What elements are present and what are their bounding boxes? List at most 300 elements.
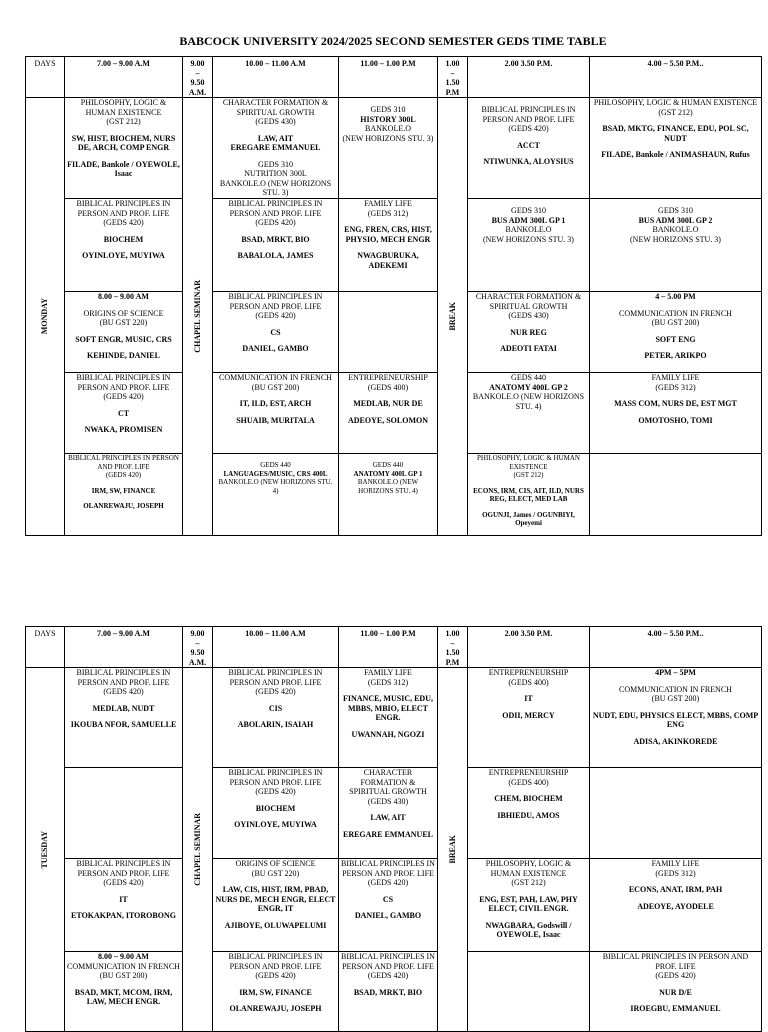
class-cell xyxy=(468,199,590,292)
class-cell xyxy=(590,859,762,952)
cell-text: NUTRITION 300L xyxy=(244,169,307,178)
table-row xyxy=(26,768,762,859)
cell-text: PHILOSOPHY, LOGIC & HUMAN EXISTENCE xyxy=(80,98,167,117)
header-slot-2: 9.00 – 9.50 A.M. xyxy=(183,57,213,98)
cell-text: (GEDS 420) xyxy=(508,124,549,133)
spacer xyxy=(67,981,180,988)
cell-emphasis: CHEM, BIOCHEM xyxy=(494,794,563,803)
cell-text: (GEDS 430) xyxy=(508,311,549,320)
spacer xyxy=(215,337,336,344)
cell-text: (GEDS 312) xyxy=(367,208,409,218)
cell-emphasis: NUR D/E xyxy=(659,987,692,997)
spacer xyxy=(341,823,435,830)
class-cell xyxy=(65,454,183,536)
cell-emphasis: KEHINDE, DANIEL xyxy=(87,351,160,360)
cell-text: (BU GST 200) xyxy=(651,694,700,703)
cell-text: (GEDS 420) xyxy=(255,971,296,980)
spacer xyxy=(67,402,180,409)
spacer xyxy=(67,713,180,720)
class-cell xyxy=(590,373,762,454)
cell-emphasis: BSAD, MKT, MCOM, IRM, LAW, MECH ENGR. xyxy=(74,987,173,1006)
cell-emphasis: ENG, EST, PAH, LAW, PHY ELECT, CIVIL ENGR. xyxy=(479,894,578,913)
spacer xyxy=(341,98,435,105)
spacer xyxy=(470,150,587,157)
cell-text: GEDS 440 xyxy=(260,461,291,469)
table-row xyxy=(26,199,762,292)
break-label: BREAK xyxy=(438,668,468,1032)
spacer xyxy=(592,678,759,685)
header-slot-6: 2.00 3.50 P.M. xyxy=(468,627,590,668)
cell-text: (GEDS 420) xyxy=(103,218,144,227)
spacer xyxy=(215,981,336,988)
spacer xyxy=(215,409,336,416)
cell-emphasis: ANATOMY 400L GP 1 xyxy=(353,469,423,478)
class-cell xyxy=(590,768,762,859)
page-title: BABCOCK UNIVERSITY 2024/2025 SECOND SEMESTER GEDS TIME TABLE xyxy=(179,34,607,48)
cell-text: COMMUNICATION IN FRENCH xyxy=(619,308,732,318)
cell-emphasis: UWANNAH, NGOZI xyxy=(351,729,425,739)
header-slot-5: 1.00 – 1.50 P.M xyxy=(438,627,468,668)
header-days: DAYS xyxy=(26,57,65,98)
cell-emphasis: BSAD, MRKT, BIO xyxy=(353,987,423,997)
class-cell xyxy=(213,859,339,952)
cell-emphasis: BABALOLA, JAMES xyxy=(237,251,314,260)
cell-emphasis: IT, ILD, EST, ARCH xyxy=(239,399,312,408)
spacer xyxy=(67,244,180,251)
spacer xyxy=(67,888,180,895)
header-days: DAYS xyxy=(26,627,65,668)
cell-text: (GST 212) xyxy=(513,471,544,479)
cell-emphasis: LAW, AIT xyxy=(370,813,406,822)
class-cell xyxy=(339,98,438,199)
class-cell xyxy=(213,373,339,454)
table-row xyxy=(26,98,762,199)
spacer xyxy=(215,914,336,921)
cell-emphasis: OYINLOYE, MUYIWA xyxy=(234,820,317,829)
cell-emphasis: FILADE, Bankole / ANIMASHAUN, Rufus xyxy=(601,150,750,159)
cell-emphasis: CIS xyxy=(268,703,283,713)
cell-text: (GEDS 420) xyxy=(103,392,144,401)
cell-emphasis: NUDT, EDU, PHYSICS ELECT, MBBS, COMP ENG xyxy=(592,710,759,729)
cell-emphasis: SHUAIB, MURITALA xyxy=(236,415,315,425)
cell-emphasis: EREGARE EMMANUEL xyxy=(342,829,433,839)
chapel-seminar-label: CHAPEL SEMINAR xyxy=(183,98,213,536)
class-cell xyxy=(65,952,183,1032)
cell-emphasis: HISTORY 300L xyxy=(360,114,416,124)
class-cell xyxy=(65,98,183,199)
cell-text: (BU GST 220) xyxy=(99,318,148,327)
cell-text: GEDS 310 xyxy=(511,206,546,215)
class-cell xyxy=(590,454,762,536)
class-cell xyxy=(213,199,339,292)
cell-emphasis: BSAD, MRKT, BIO xyxy=(241,234,310,244)
cell-text: GEDS 310 xyxy=(370,105,406,114)
cell-emphasis: IRM, SW, FINANCE xyxy=(239,987,312,997)
spacer xyxy=(592,704,759,711)
spacer xyxy=(470,337,587,344)
cell-text: ENTREPRENEURSHIP xyxy=(348,373,428,382)
spacer xyxy=(67,697,180,704)
cell-text: (GEDS 420) xyxy=(255,687,296,696)
cell-text: (BU GST 200) xyxy=(651,318,700,327)
header-slot-3: 10.00 – 11.00 A.M xyxy=(213,627,339,668)
spacer xyxy=(470,134,587,141)
cell-emphasis: IKOUBA NFOR, SAMUELLE xyxy=(70,720,177,729)
class-cell xyxy=(339,292,438,373)
cell-emphasis: LANGUAGES/MUSIC, CRS 400L xyxy=(223,469,328,478)
cell-text: FAMILY LIFE xyxy=(364,199,412,208)
spacer xyxy=(341,723,435,730)
spacer xyxy=(67,904,180,911)
class-cell xyxy=(339,199,438,292)
class-cell xyxy=(339,454,438,536)
cell-emphasis: ETOKAKPAN, ITOROBONG xyxy=(71,911,176,920)
class-cell xyxy=(590,292,762,373)
cell-emphasis: DANIEL, GAMBO xyxy=(354,911,422,920)
cell-text: BIBLICAL PRINCIPLES IN PERSON AND PROF. LIFE xyxy=(481,105,576,124)
spacer xyxy=(67,153,180,160)
cell-emphasis: NUR REG xyxy=(510,327,547,337)
spacer xyxy=(592,302,759,309)
cell-emphasis: 4 – 5.00 PM xyxy=(655,292,696,301)
spacer xyxy=(215,228,336,235)
class-cell xyxy=(590,668,762,768)
cell-text: BIBLICAL PRINCIPLES IN PERSON AND PROF. LIFE xyxy=(76,668,171,687)
cell-text: (GEDS 420) xyxy=(103,878,144,887)
class-cell xyxy=(468,952,590,1032)
cell-emphasis: BSAD, MKTG, FINANCE, EDU, POL SC, NUDT xyxy=(602,124,749,143)
cell-emphasis: NTIWUNKA, ALOYSIUS xyxy=(483,157,574,166)
cell-text: FAMILY LIFE xyxy=(364,668,412,677)
cell-emphasis: SW, HIST, BIOCHEM, NURS DE, ARCH, COMP ENGR xyxy=(71,133,176,152)
cell-emphasis: CS xyxy=(270,327,281,337)
spacer xyxy=(67,495,180,502)
cell-text: BIBLICAL PRINCIPLES IN PERSON AND PROF. LIFE xyxy=(76,859,171,878)
cell-emphasis: OGUNJI, James / OGUNBIYI, Opeyemi xyxy=(482,510,575,527)
cell-emphasis: ENG, FREN, CRS, HIST, PHYSIO, MECH ENGR xyxy=(344,225,432,244)
class-cell xyxy=(213,768,339,859)
class-cell xyxy=(213,98,339,199)
cell-text: ENTREPRENEURSHIP xyxy=(488,668,569,677)
header-slot-7: 4.00 – 5.50 P.M.. xyxy=(590,627,762,668)
spacer xyxy=(470,914,587,921)
table-row xyxy=(26,952,762,1032)
class-cell xyxy=(590,98,762,199)
cell-text: (BU GST 220) xyxy=(251,868,300,878)
chapel-seminar-label: CHAPEL SEMINAR xyxy=(183,668,213,1032)
cell-text: GEDS 440 xyxy=(511,373,546,382)
cell-text: BANKOLE.O (NEW HORIZONS STU. 3) xyxy=(219,178,332,197)
spacer xyxy=(215,244,336,251)
header-slot-7: 4.00 – 5.50 P.M.. xyxy=(590,57,762,98)
spacer xyxy=(341,454,435,461)
cell-emphasis: IT xyxy=(524,694,533,703)
cell-emphasis: EREGARE EMMANUEL xyxy=(230,143,321,152)
cell-text: (GEDS 312) xyxy=(655,382,696,392)
class-cell xyxy=(468,859,590,952)
cell-emphasis: DANIEL, GAMBO xyxy=(242,344,309,353)
spacer xyxy=(215,321,336,328)
cell-emphasis: OLANREWAJU, JOSEPH xyxy=(229,1004,322,1013)
spacer xyxy=(215,797,336,804)
cell-emphasis: MEDLAB, NUR DE xyxy=(353,399,423,408)
cell-emphasis: MEDLAB, NUDT xyxy=(92,703,155,713)
cell-emphasis: CS xyxy=(382,894,394,904)
cell-emphasis: AJIBOYE, OLUWAPELUMI xyxy=(224,920,327,930)
spacer xyxy=(470,480,587,487)
cell-emphasis: FILADE, Bankole / OYEWOLE, Isaac xyxy=(67,159,180,178)
cell-emphasis: ADEOTI FATAI xyxy=(500,344,557,353)
header-slot-4: 11.00 – 1.00 P.M xyxy=(339,57,438,98)
cell-emphasis: ODII, MERCY xyxy=(502,710,555,720)
cell-text: (GEDS 430) xyxy=(367,796,409,806)
header-slot-5: 1.00 – 1.50 P.M xyxy=(438,57,468,98)
cell-emphasis: LAW, AIT xyxy=(257,133,294,143)
cell-text: FAMILY LIFE xyxy=(651,859,700,868)
cell-text: BIBLICAL PRINCIPLES IN PERSON AND PROF. LIFE xyxy=(341,859,435,878)
cell-text: (GEDS 420) xyxy=(655,971,696,980)
cell-emphasis: ABOLARIN, ISAIAH xyxy=(237,720,314,729)
spacer xyxy=(67,302,180,309)
spacer xyxy=(215,127,336,134)
cell-emphasis: NWAGBARA, Godswill / OYEWOLE, Isaac xyxy=(485,920,572,939)
spacer xyxy=(592,997,759,1004)
spacer xyxy=(592,409,759,416)
class-cell xyxy=(339,859,438,952)
cell-text: PHILOSOPHY, LOGIC & HUMAN EXISTENCE xyxy=(477,454,580,471)
spacer xyxy=(341,806,435,813)
cell-emphasis: OMOTOSHO, TOMI xyxy=(638,415,713,425)
cell-text: (BU GST 200) xyxy=(251,382,300,392)
class-cell xyxy=(339,768,438,859)
spacer xyxy=(215,713,336,720)
day-label-monday: MONDAY xyxy=(26,98,65,536)
class-cell xyxy=(65,859,183,952)
spacer xyxy=(341,981,435,988)
class-cell xyxy=(468,768,590,859)
spacer xyxy=(341,904,435,911)
table-row xyxy=(26,292,762,373)
cell-text: (GEDS 420) xyxy=(103,687,144,696)
cell-text: ORIGINS OF SCIENCE xyxy=(83,308,164,318)
spacer xyxy=(470,687,587,694)
class-cell xyxy=(590,952,762,1032)
cell-text: BIBLICAL PRINCIPLES IN PERSON AND PROF. LIFE xyxy=(228,952,323,971)
cell-text: BANKOLE.O (NEW HORIZONS STU. 4) xyxy=(218,478,333,495)
header-slot-4: 11.00 – 1.00 P.M xyxy=(339,627,438,668)
cell-emphasis: ANATOMY 400L GP 2 xyxy=(489,382,568,392)
spacer xyxy=(470,888,587,895)
cell-emphasis: OLANREWAJU, JOSEPH xyxy=(83,502,164,510)
spacer xyxy=(215,697,336,704)
header-slot-3: 10.00 – 11.00 A.M xyxy=(213,57,339,98)
cell-emphasis: ADEOYE, SOLOMON xyxy=(347,415,428,425)
class-cell xyxy=(65,199,183,292)
cell-text: (GEDS 420) xyxy=(255,787,296,796)
spacer xyxy=(470,199,587,206)
cell-emphasis: ECONS, IRM, CIS, AIT, ILD, NURS REG, ELECT, MED LAB xyxy=(473,486,584,503)
spacer xyxy=(341,888,435,895)
cell-text: COMMUNICATION IN FRENCH xyxy=(219,373,332,382)
spacer xyxy=(341,687,435,694)
spacer xyxy=(67,228,180,235)
cell-text: BIBLICAL PRINCIPLES IN PERSON AND PROF. LIFE xyxy=(76,199,171,218)
spacer xyxy=(67,127,180,134)
header-slot-1: 7.00 – 9.00 A.M xyxy=(65,57,183,98)
cell-text: (GEDS 430) xyxy=(255,117,296,126)
spacer xyxy=(215,878,336,885)
table-row xyxy=(26,373,762,454)
cell-emphasis: IROEGBU, EMMANUEL xyxy=(630,1004,721,1013)
cell-text: (NEW HORIZONS STU. 3) xyxy=(630,234,721,244)
cell-text: PHILOSOPHY, LOGIC & HUMAN EXISTENCE xyxy=(485,859,572,878)
cell-text: BIBLICAL PRINCIPLES IN PERSON AND PROF. LIFE xyxy=(68,454,179,471)
class-cell xyxy=(468,454,590,536)
cell-emphasis: 8.00 – 9.00 AM xyxy=(98,952,149,961)
class-cell xyxy=(213,292,339,373)
cell-text: FAMILY LIFE xyxy=(651,373,700,382)
break-label: BREAK xyxy=(438,98,468,536)
class-cell xyxy=(590,199,762,292)
cell-text: (BU GST 200) xyxy=(99,971,148,980)
cell-text: COMMUNICATION IN FRENCH xyxy=(619,684,732,694)
cell-text: CHARACTER FORMATION & SPIRITUAL GROWTH xyxy=(475,292,582,311)
cell-emphasis: ECONS, ANAT, IRM, PAH xyxy=(628,885,723,894)
class-cell xyxy=(65,768,183,859)
cell-text: BANKOLE.O (NEW HORIZONS STU. 4) xyxy=(472,392,585,411)
header-slot-6: 2.00 3.50 P.M. xyxy=(468,57,590,98)
spacer xyxy=(67,344,180,351)
cell-text: BIBLICAL PRINCIPLES IN PERSON AND PROF. LIFE xyxy=(602,952,749,971)
spacer xyxy=(470,704,587,711)
day-label-tuesday: TUESDAY xyxy=(26,668,65,1032)
spacer xyxy=(470,787,587,794)
cell-text: CHARACTER FORMATION & SPIRITUAL GROWTH xyxy=(349,768,427,796)
cell-text: GEDS 310 xyxy=(658,206,693,215)
spacer xyxy=(470,504,587,511)
cell-emphasis: IT xyxy=(119,894,128,904)
cell-emphasis: FINANCE, MUSIC, EDU, MBBS, MBIO, ELECT ENGR. xyxy=(342,694,433,722)
class-cell xyxy=(65,292,183,373)
cell-text: GEDS 440 xyxy=(372,461,404,469)
spacer xyxy=(592,143,759,150)
class-cell xyxy=(468,292,590,373)
spacer xyxy=(592,730,759,737)
spacer xyxy=(470,321,587,328)
cell-emphasis: SOFT ENGR, MUSIC, CRS xyxy=(75,334,172,344)
class-cell xyxy=(213,668,339,768)
cell-text: BANKOLE.O xyxy=(505,225,552,234)
spacer xyxy=(592,344,759,351)
cell-text: CHARACTER FORMATION & SPIRITUAL GROWTH xyxy=(222,98,329,117)
cell-emphasis: 4PM – 5PM xyxy=(655,668,696,677)
cell-emphasis: 8.00 – 9.00 AM xyxy=(98,292,149,301)
cell-text: COMMUNICATION IN FRENCH xyxy=(67,961,180,971)
cell-emphasis: NWAKA, PROMISEN xyxy=(84,425,163,434)
cell-text: (GEDS 400) xyxy=(508,677,549,687)
spacer xyxy=(470,804,587,811)
cell-text: (GEDS 420) xyxy=(255,218,296,227)
tuesday-timetable xyxy=(25,626,762,1032)
cell-text: (GEDS 400) xyxy=(508,777,549,787)
spacer xyxy=(67,328,180,335)
header-slot-1: 7.00 – 9.00 A.M xyxy=(65,627,183,668)
header-slot-2: 9.00 – 9.50 A.M. xyxy=(183,627,213,668)
cell-text: (GEDS 312) xyxy=(367,677,409,687)
class-cell xyxy=(468,98,590,199)
cell-text: BANKOLE.O (NEW HORIZONS STU. 4) xyxy=(357,478,419,495)
class-cell xyxy=(213,454,339,536)
cell-emphasis: ACCT xyxy=(517,140,540,150)
spacer xyxy=(215,392,336,399)
cell-text: (GEDS 400) xyxy=(367,382,409,392)
cell-emphasis: ADEOYE, AYODELE xyxy=(637,901,714,911)
cell-text: ORIGINS OF SCIENCE xyxy=(235,859,316,868)
spacer xyxy=(592,895,759,902)
spacer xyxy=(215,997,336,1004)
cell-emphasis: IRM, SW, FINANCE xyxy=(91,486,156,495)
cell-text: BANKOLE.O xyxy=(652,225,699,234)
cell-emphasis: IBHIEDU, AMOS xyxy=(497,810,560,820)
cell-text: (GST 212) xyxy=(106,117,141,126)
cell-emphasis: BIOCHEM xyxy=(255,803,296,813)
cell-text: GEDS 310 xyxy=(258,159,293,169)
spacer xyxy=(215,454,336,461)
class-cell xyxy=(468,373,590,454)
cell-emphasis: CT xyxy=(117,408,130,418)
cell-text: PHILOSOPHY, LOGIC & HUMAN EXISTENCE (GST 212) xyxy=(593,98,758,117)
class-cell xyxy=(339,373,438,454)
cell-emphasis: MASS COM, NURS DE, EST MGT xyxy=(614,399,737,408)
class-cell xyxy=(468,668,590,768)
spacer xyxy=(341,244,435,251)
cell-text: BIBLICAL PRINCIPLES IN PERSON AND PROF. LIFE xyxy=(228,199,323,218)
cell-text: ENTREPRENEURSHIP xyxy=(488,768,569,777)
table-row xyxy=(26,859,762,952)
class-cell xyxy=(339,668,438,768)
spacer xyxy=(341,409,435,416)
cell-text: (GEDS 420) xyxy=(367,878,409,887)
cell-text: (NEW HORIZONS STU. 3) xyxy=(342,133,434,143)
cell-emphasis: BUS ADM 300L GP 2 xyxy=(638,215,713,225)
cell-emphasis: BIOCHEM xyxy=(103,234,144,244)
spacer xyxy=(592,328,759,335)
cell-text: (GEDS 420) xyxy=(255,311,296,320)
class-cell xyxy=(65,373,183,454)
header-row xyxy=(26,627,762,668)
cell-text: (GST 212) xyxy=(511,878,546,887)
table-row xyxy=(26,454,762,536)
spacer xyxy=(592,392,759,399)
monday-timetable xyxy=(25,56,762,536)
cell-text: BIBLICAL PRINCIPLES IN PERSON AND PROF. LIFE xyxy=(228,768,323,787)
spacer xyxy=(470,98,587,105)
cell-emphasis: ADISA, AKINKOREDE xyxy=(633,736,718,746)
spacer xyxy=(67,418,180,425)
cell-emphasis: BUS ADM 300L GP 1 xyxy=(491,215,566,225)
spacer xyxy=(592,117,759,124)
spacer xyxy=(341,218,435,225)
cell-text: BIBLICAL PRINCIPLES IN PERSON AND PROF. LIFE xyxy=(228,292,323,311)
cell-text: (NEW HORIZONS STU. 3) xyxy=(483,234,574,244)
spacer xyxy=(592,878,759,885)
header-row xyxy=(26,57,762,98)
class-cell xyxy=(213,952,339,1032)
cell-text: BIBLICAL PRINCIPLES IN PERSON AND PROF. LIFE xyxy=(76,373,171,392)
spacer xyxy=(341,392,435,399)
cell-text: BIBLICAL PRINCIPLES IN PERSON AND PROF. LIFE xyxy=(341,952,435,971)
spacer xyxy=(215,813,336,820)
